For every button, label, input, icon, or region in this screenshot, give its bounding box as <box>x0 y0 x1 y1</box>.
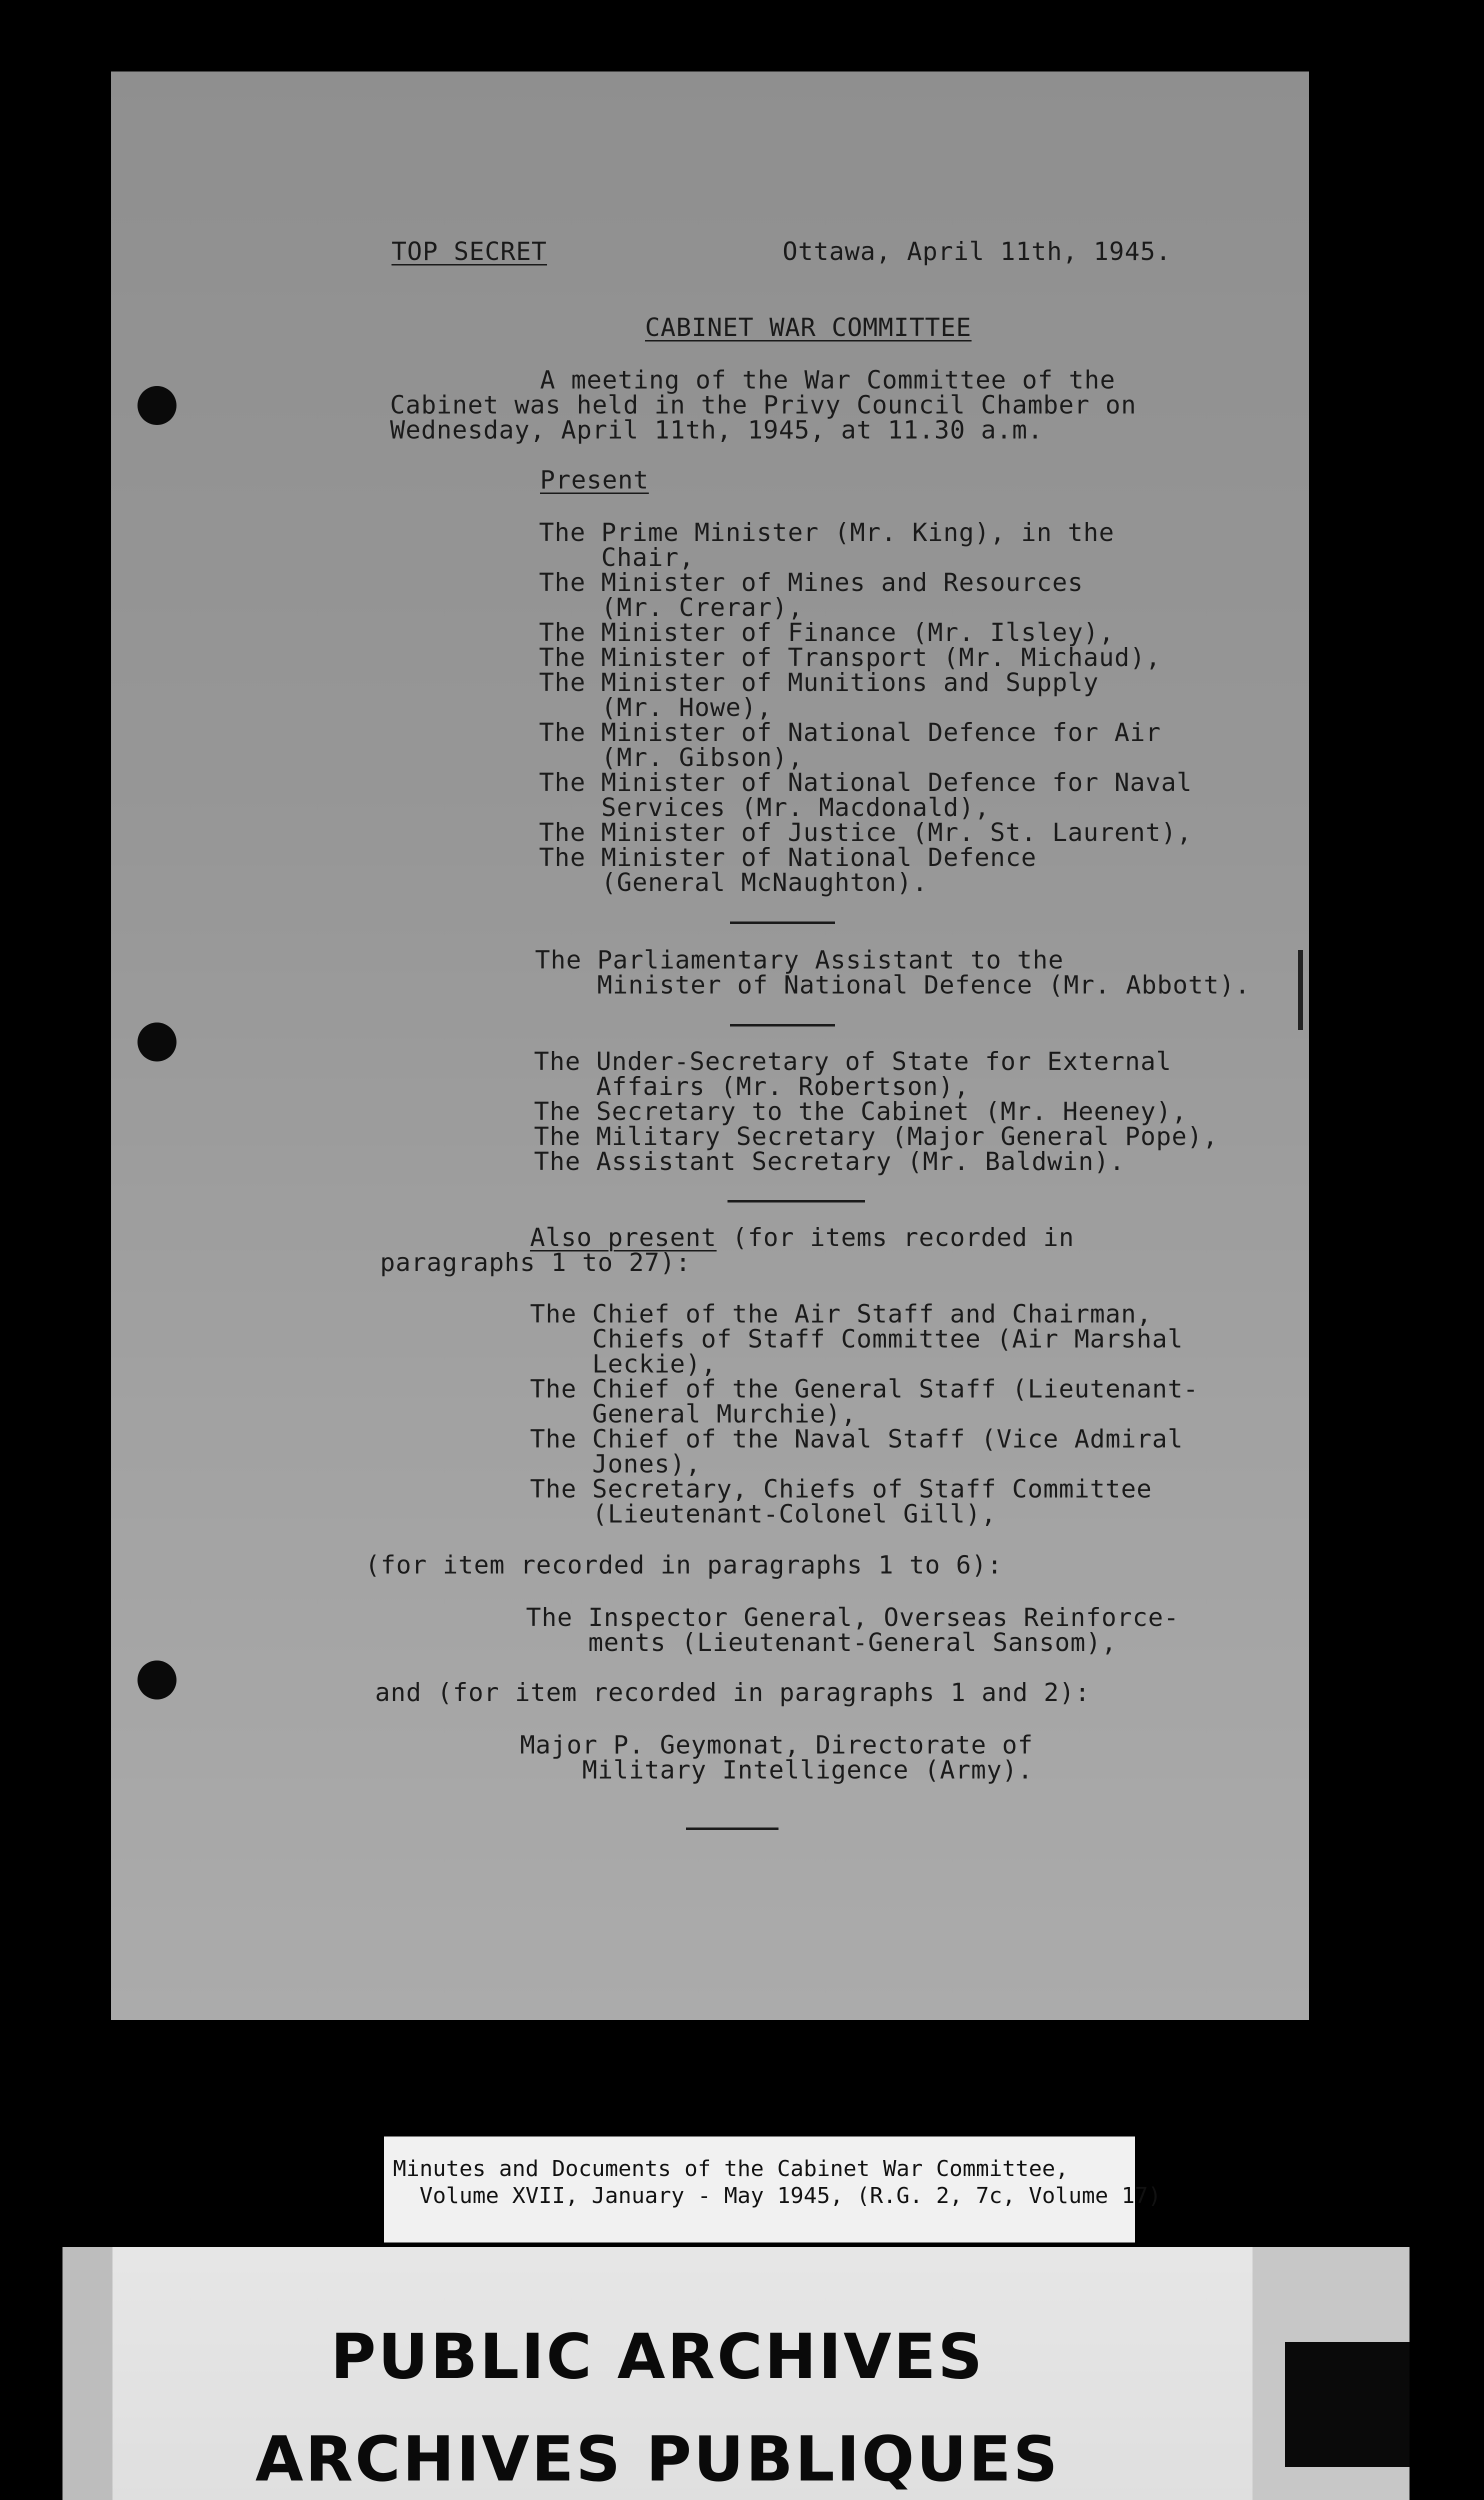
intro-line: Cabinet was held in the Privy Council Chamber on <box>390 390 1136 420</box>
document-title: CABINET WAR COMMITTEE <box>645 313 972 342</box>
also-list-line: General Murchie), <box>530 1400 857 1428</box>
also-list-line: The Chief of the Air Staff and Chairman, <box>530 1300 1152 1328</box>
major-line: Military Intelligence (Army). <box>520 1756 1034 1784</box>
also-list-line: Jones), <box>530 1450 702 1478</box>
also-list-line: (Lieutenant-Colonel Gill), <box>530 1500 997 1528</box>
intro-line: A meeting of the War Committee of the <box>540 366 1116 394</box>
present-line: The Minister of Finance (Mr. Ilsley), <box>539 618 1114 647</box>
present-line: The Minister of National Defence for Naval <box>539 768 1192 797</box>
officials-line: The Military Secretary (Major General Pope), <box>534 1122 1218 1151</box>
present-line: The Minister of Mines and Resources <box>539 568 1084 597</box>
classification: TOP SECRET <box>392 237 548 266</box>
present-line: The Minister of National Defence for Air <box>539 718 1162 747</box>
present-line: The Minister of Justice (Mr. St. Laurent), <box>539 818 1192 847</box>
also-present-heading: Also present <box>530 1223 717 1252</box>
banner-line-1: PUBLIC ARCHIVES <box>330 2321 984 2393</box>
public-archives-banner <box>62 2247 1410 2500</box>
officials-line: The Secretary to the Cabinet (Mr. Heeney), <box>534 1097 1188 1126</box>
section-divider <box>730 922 835 924</box>
present-line: The Minister of Munitions and Supply <box>539 668 1099 697</box>
item-1-6-note: (for item recorded in paragraphs 1 to 6): <box>365 1550 1003 1580</box>
present-line: (Mr. Gibson), <box>539 743 804 772</box>
present-line: The Prime Minister (Mr. King), in the <box>539 518 1114 547</box>
archive-label-line: Minutes and Documents of the Cabinet War Committee, <box>393 2156 1069 2182</box>
document-page <box>111 72 1309 2020</box>
punch-hole <box>138 1022 176 1062</box>
section-divider <box>730 1024 835 1026</box>
punch-hole <box>138 386 176 425</box>
banner-dark-patch <box>1285 2342 1410 2467</box>
also-list-line: The Chief of the Naval Staff (Vice Admiral <box>530 1424 1184 1454</box>
inspector-line: ments (Lieutenant-General Sansom), <box>526 1628 1117 1657</box>
present-line: (Mr. Crerar), <box>539 593 804 622</box>
present-heading: Present <box>540 466 649 494</box>
officials-line: Affairs (Mr. Robertson), <box>534 1072 970 1101</box>
archive-label-line: Volume XVII, January - May 1945, (R.G. 2, 7c, Volume 17) <box>393 2183 1162 2208</box>
present-line: The Minister of National Defence <box>539 843 1037 872</box>
also-list-line: Chiefs of Staff Committee (Air Marshal <box>530 1324 1184 1354</box>
present-line: Services (Mr. Macdonald), <box>539 793 990 822</box>
also-present-line <box>530 1225 1074 1250</box>
officials-line: The Under-Secretary of State for External <box>534 1047 1172 1076</box>
also-list-line: Leckie), <box>530 1350 717 1378</box>
inspector-line: The Inspector General, Overseas Reinforce- <box>526 1603 1180 1632</box>
also-present-line2: paragraphs 1 to 27): <box>380 1248 692 1277</box>
page-edge-shadow <box>1298 950 1303 1030</box>
banner-line-2: ARCHIVES PUBLIQUES <box>255 2424 1060 2496</box>
officials-line: The Assistant Secretary (Mr. Baldwin). <box>534 1147 1125 1176</box>
also-list-line: The Secretary, Chiefs of Staff Committee <box>530 1474 1152 1504</box>
item-1-2-note: and (for item recorded in paragraphs 1 and 2): <box>375 1678 1090 1707</box>
archive-label-card <box>384 2136 1162 2242</box>
present-line: The Minister of Transport (Mr. Michaud), <box>539 643 1162 672</box>
end-divider <box>686 1828 778 1830</box>
place-date: Ottawa, April 11th, 1945. <box>782 237 1172 266</box>
present-line: Chair, <box>539 543 695 572</box>
present-line: (Mr. Howe), <box>539 693 772 722</box>
also-present-rest: (for items recorded in <box>716 1223 1074 1252</box>
punch-hole <box>138 1660 176 1700</box>
parliamentary-line: Minister of National Defence (Mr. Abbott). <box>535 970 1250 1000</box>
major-line: Major P. Geymonat, Directorate of <box>520 1730 1034 1760</box>
parliamentary-line: The Parliamentary Assistant to the <box>535 946 1064 974</box>
also-list-line: The Chief of the General Staff (Lieutenant- <box>530 1374 1199 1404</box>
intro-line: Wednesday, April 11th, 1945, at 11.30 a.m. <box>390 416 1044 444</box>
present-line: (General McNaughton). <box>539 868 928 897</box>
section-divider <box>728 1200 865 1202</box>
